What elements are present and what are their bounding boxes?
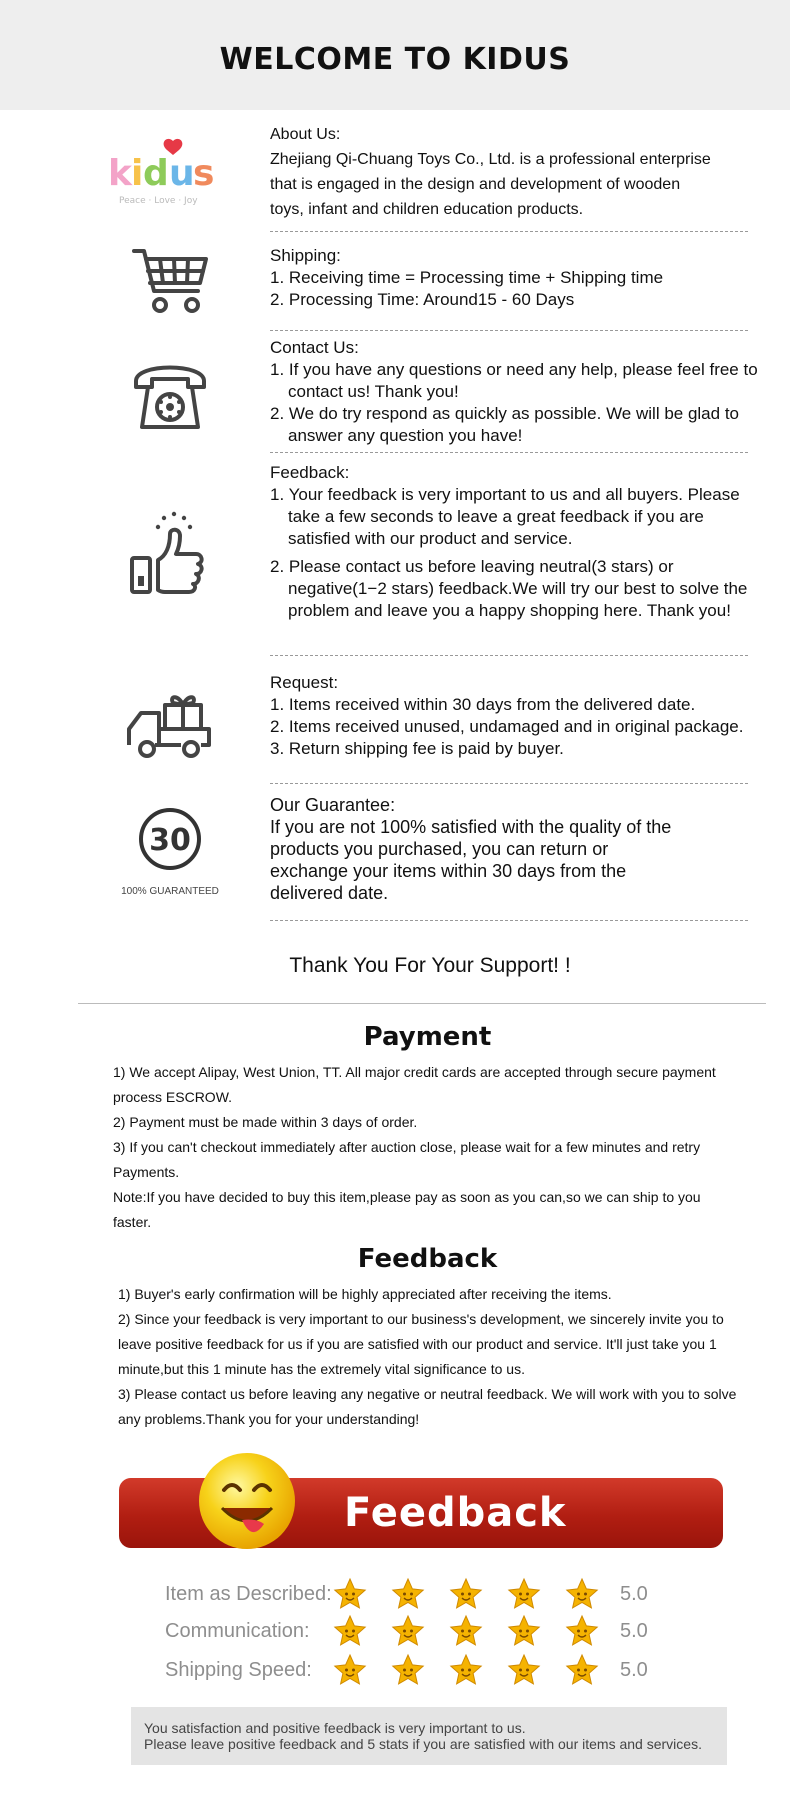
shipping-heading: Shipping: bbox=[270, 246, 341, 265]
payment-line: 3) If you can't checkout immediately after auction close, please wait for a few minutes and retry Payments. bbox=[113, 1139, 701, 1180]
payment-line: 1) We accept Alipay, West Union, TT. All major credit cards are accepted through secure payment process ESCROW. bbox=[113, 1064, 716, 1105]
star-eye bbox=[584, 1630, 587, 1633]
feedback-note bbox=[131, 1707, 727, 1765]
divider bbox=[270, 452, 748, 453]
section-rule bbox=[78, 1003, 766, 1004]
contact-item: 1. If you have any questions or need any help, please feel free to contact us! Thank you! bbox=[270, 360, 758, 401]
star-eye bbox=[461, 1630, 464, 1633]
page-title: WELCOME TO KIDUS bbox=[219, 42, 571, 77]
star-icon bbox=[567, 1655, 597, 1684]
request-heading: Request: bbox=[270, 673, 339, 692]
star-icon bbox=[451, 1616, 481, 1645]
star-eye bbox=[403, 1630, 406, 1633]
guarantee-badge bbox=[95, 795, 245, 905]
payment-text bbox=[113, 1060, 738, 1235]
star-icon bbox=[567, 1579, 597, 1608]
star-eye bbox=[526, 1593, 529, 1596]
request-item: 2. Items received unused, undamaged and in original package. bbox=[270, 717, 744, 736]
note-line: You satisfaction and positive feedback is very important to us. bbox=[144, 1720, 526, 1736]
svg-text:s: s bbox=[193, 153, 215, 194]
feedback-item: 1. Your feedback is very important to us and all buyers. Please take a few seconds to leave a great feedback if you are satisfied with our product and service. bbox=[270, 485, 740, 548]
star-eye bbox=[403, 1593, 406, 1596]
about-line: that is engaged in the design and development of wooden bbox=[270, 176, 681, 193]
payment-line: 2) Payment must be made within 3 days of order. bbox=[113, 1114, 418, 1130]
divider bbox=[270, 330, 748, 331]
star-icon bbox=[393, 1655, 423, 1684]
svg-text:30: 30 bbox=[149, 822, 191, 858]
feedback-policy-line: 2) Since your feedback is very important to our business's development, we sincerely invite you to leave positive feedback for us if you are satisfied with our product and service. It'll just take you 1 minute,but this 1 minute has the extremely vital significance to us. bbox=[118, 1311, 724, 1377]
star-eye bbox=[410, 1593, 413, 1596]
feedback-policy-text bbox=[118, 1282, 743, 1432]
svg-text:Peace · Love · Joy: Peace · Love · Joy bbox=[119, 196, 198, 206]
feedback-item: 2. Please contact us before leaving neutral(3 stars) or negative(1−2 stars) feedback.We will try our best to solve the problem and leave you a happy shopping here. Thank you! bbox=[270, 557, 748, 620]
note-line: Please leave positive feedback and 5 stats if you are satisfied with our items and services. bbox=[144, 1736, 702, 1752]
smiley-face-icon bbox=[196, 1450, 298, 1552]
star-icon bbox=[335, 1616, 365, 1645]
shipping-text bbox=[270, 245, 770, 311]
star-eye bbox=[577, 1669, 580, 1672]
star-eye bbox=[519, 1593, 522, 1596]
delivery-truck-icon bbox=[95, 687, 245, 762]
thumbs-up-icon bbox=[95, 505, 245, 600]
rating-row-item-as-described bbox=[165, 1577, 665, 1611]
five-star-rating-icon bbox=[333, 1614, 633, 1648]
shopping-cart-icon bbox=[95, 245, 245, 320]
about-line: toys, infant and children education products. bbox=[270, 201, 584, 218]
star-eye bbox=[584, 1593, 587, 1596]
star-eye bbox=[352, 1630, 355, 1633]
rating-value: 5.0 bbox=[620, 1620, 648, 1642]
guarantee-heading: Our Guarantee: bbox=[270, 795, 396, 815]
kidus-logo bbox=[95, 135, 245, 215]
star-icon bbox=[335, 1579, 365, 1608]
star-eye bbox=[352, 1593, 355, 1596]
star-eye bbox=[461, 1593, 464, 1596]
rating-row-communication bbox=[165, 1614, 665, 1648]
star-eye bbox=[345, 1669, 348, 1672]
star-icon bbox=[335, 1655, 365, 1684]
guarantee-badge-label: 100% GUARANTEED bbox=[121, 885, 219, 897]
star-eye bbox=[345, 1593, 348, 1596]
five-star-rating-icon bbox=[333, 1653, 633, 1687]
rating-row-shipping-speed bbox=[165, 1653, 665, 1687]
feedback-banner-label: Feedback bbox=[344, 1490, 567, 1536]
contact-heading: Contact Us: bbox=[270, 338, 359, 357]
star-icon bbox=[509, 1616, 539, 1645]
rating-label: Item as Described: bbox=[165, 1583, 332, 1605]
about-heading: About Us: bbox=[270, 126, 341, 143]
svg-text:k: k bbox=[108, 153, 132, 194]
rating-label: Shipping Speed: bbox=[165, 1659, 312, 1681]
star-icon bbox=[509, 1579, 539, 1608]
star-icon bbox=[393, 1579, 423, 1608]
star-eye bbox=[410, 1630, 413, 1633]
star-icon bbox=[509, 1655, 539, 1684]
about-text bbox=[270, 122, 770, 222]
guarantee-body: If you are not 100% satisfied with the quality of the products you purchased, you can return or exchange your items within 30 days from the delivered date. bbox=[270, 817, 672, 903]
about-line: Zhejiang Qi-Chuang Toys Co., Ltd. is a professional enterprise bbox=[270, 151, 711, 168]
request-item: 3. Return shipping fee is paid by buyer. bbox=[270, 739, 564, 758]
feedback-policy-line: 1) Buyer's early confirmation will be highly appreciated after receiving the items. bbox=[118, 1286, 612, 1302]
feedback-policy-title: Feedback bbox=[357, 1244, 498, 1274]
star-eye bbox=[526, 1630, 529, 1633]
guarantee-text bbox=[270, 794, 680, 904]
header-banner bbox=[0, 0, 790, 110]
star-eye bbox=[577, 1593, 580, 1596]
star-eye bbox=[461, 1669, 464, 1672]
payment-title: Payment bbox=[363, 1022, 492, 1052]
feedback-heading: Feedback: bbox=[270, 463, 350, 482]
telephone-icon bbox=[95, 355, 245, 435]
contact-text bbox=[270, 337, 770, 447]
divider bbox=[270, 655, 748, 656]
svg-text:i: i bbox=[131, 153, 144, 194]
star-eye bbox=[410, 1669, 413, 1672]
shipping-item: 2. Processing Time: Around15 - 60 Days bbox=[270, 290, 575, 309]
divider bbox=[270, 231, 748, 232]
request-text bbox=[270, 672, 790, 760]
star-eye bbox=[577, 1630, 580, 1633]
star-icon bbox=[451, 1655, 481, 1684]
divider bbox=[270, 783, 748, 784]
rating-value: 5.0 bbox=[620, 1659, 648, 1681]
star-eye bbox=[468, 1593, 471, 1596]
rating-value: 5.0 bbox=[620, 1583, 648, 1605]
star-eye bbox=[519, 1630, 522, 1633]
svg-text:d: d bbox=[143, 153, 169, 194]
star-eye bbox=[352, 1669, 355, 1672]
star-eye bbox=[468, 1630, 471, 1633]
star-eye bbox=[584, 1669, 587, 1672]
divider bbox=[270, 920, 748, 921]
star-icon bbox=[393, 1616, 423, 1645]
request-item: 1. Items received within 30 days from the delivered date. bbox=[270, 695, 696, 714]
contact-item: 2. We do try respond as quickly as possible. We will be glad to answer any question you have! bbox=[270, 404, 739, 445]
thank-you-text: Thank You For Your Support! ! bbox=[289, 954, 571, 977]
payment-line: Note:If you have decided to buy this item,please pay as soon as you can,so we can ship to you faster. bbox=[113, 1189, 701, 1230]
star-eye bbox=[526, 1669, 529, 1672]
star-eye bbox=[345, 1630, 348, 1633]
star-eye bbox=[519, 1669, 522, 1672]
shipping-item: 1. Receiving time = Processing time + Shipping time bbox=[270, 268, 664, 287]
star-icon bbox=[567, 1616, 597, 1645]
feedback-policy-line: 3) Please contact us before leaving any negative or neutral feedback. We will work with you to solve any problems.Thank you for your understanding! bbox=[118, 1386, 737, 1427]
feedback-info-text bbox=[270, 462, 760, 622]
rating-label: Communication: bbox=[165, 1620, 310, 1642]
star-eye bbox=[403, 1669, 406, 1672]
star-icon bbox=[451, 1579, 481, 1608]
star-eye bbox=[468, 1669, 471, 1672]
five-star-rating-icon bbox=[333, 1577, 633, 1611]
svg-text:u: u bbox=[169, 153, 195, 194]
